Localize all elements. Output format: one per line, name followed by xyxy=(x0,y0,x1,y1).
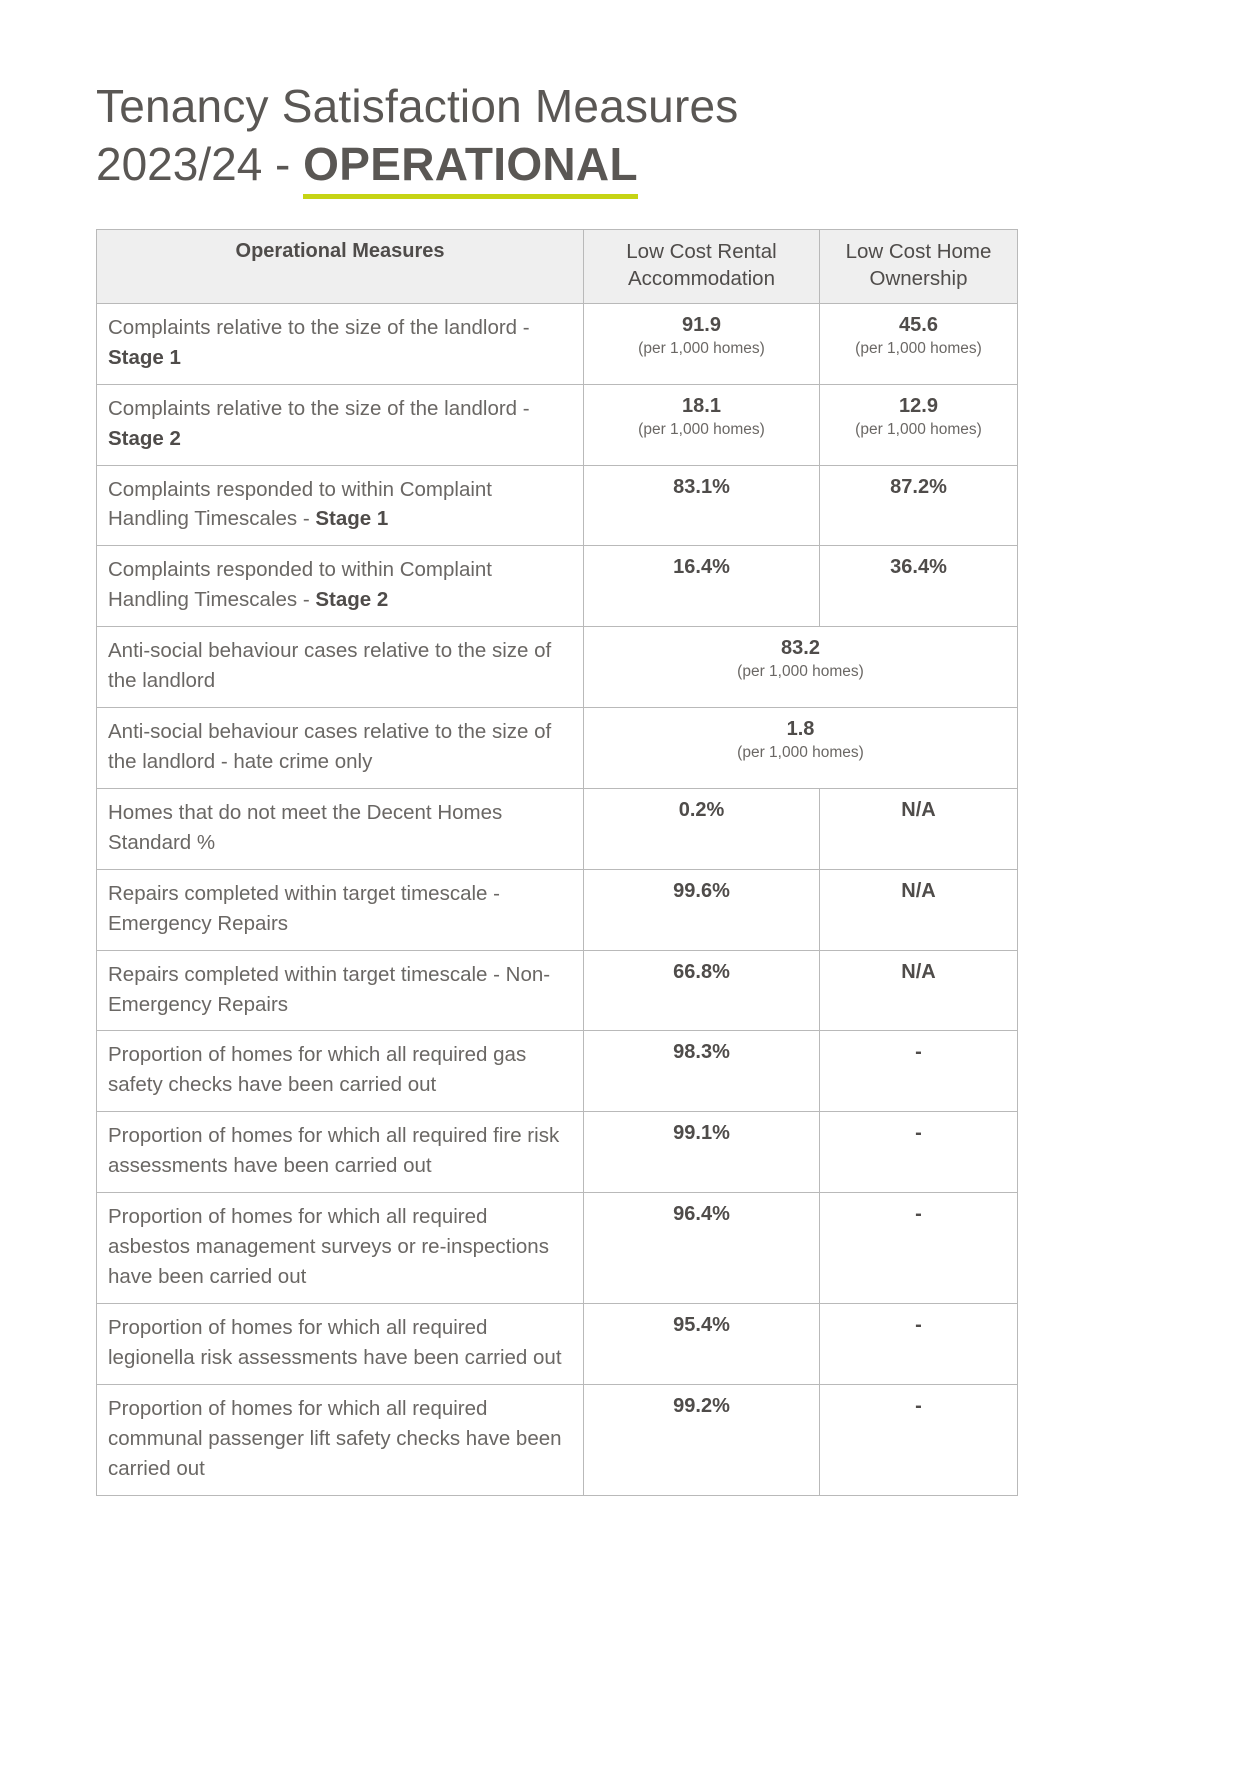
column-header-measure: Operational Measures xyxy=(97,230,584,303)
value-low-cost-home-ownership xyxy=(820,303,1018,384)
measure-label xyxy=(97,303,584,384)
table-header xyxy=(97,230,1018,303)
value-low-cost-rental-number: 99.6% xyxy=(673,879,730,902)
value-low-cost-home-ownership xyxy=(820,788,1018,869)
title-line-2 xyxy=(96,136,1154,199)
value-low-cost-home-ownership xyxy=(820,950,1018,1031)
measure-label xyxy=(97,1031,584,1112)
measure-label-text: Homes that do not meet the Decent Homes Standard % xyxy=(108,800,503,854)
table-row xyxy=(97,708,1018,789)
value-low-cost-home-ownership xyxy=(820,465,1018,546)
value-low-cost-rental-number: 98.3% xyxy=(673,1041,730,1064)
table-row xyxy=(97,1193,1018,1304)
value-low-cost-rental xyxy=(584,1303,820,1384)
value-low-cost-home-ownership-number: - xyxy=(915,1203,922,1226)
table-row xyxy=(97,869,1018,950)
measure-label xyxy=(97,869,584,950)
table-row xyxy=(97,627,1018,708)
column-header-low-cost-rental: Low Cost Rental Accommodation xyxy=(584,230,820,303)
measure-label-text: Proportion of homes for which all required fire risk assessments have been carried out xyxy=(108,1124,560,1178)
value-low-cost-home-ownership-number: - xyxy=(915,1313,922,1336)
measure-label xyxy=(97,627,584,708)
value-low-cost-home-ownership-number: N/A xyxy=(901,879,936,902)
value-low-cost-rental-unit: (per 1,000 homes) xyxy=(638,340,765,358)
value-low-cost-rental-number: 66.8% xyxy=(673,960,730,983)
value-low-cost-rental-number: 95.4% xyxy=(673,1313,730,1336)
table-row xyxy=(97,1384,1018,1495)
title-line-1: Tenancy Satisfaction Measures xyxy=(96,80,739,132)
value-low-cost-rental xyxy=(584,1384,820,1495)
table-row xyxy=(97,465,1018,546)
value-combined xyxy=(584,627,1018,708)
value-low-cost-home-ownership-number: 12.9 xyxy=(899,394,938,417)
measure-label-text: Complaints responded to within Complaint Handling Timescales - xyxy=(108,558,493,612)
table-row xyxy=(97,384,1018,465)
table-row xyxy=(97,950,1018,1031)
measure-label xyxy=(97,465,584,546)
value-low-cost-rental xyxy=(584,950,820,1031)
value-low-cost-home-ownership-number: 45.6 xyxy=(899,313,938,336)
table-row xyxy=(97,546,1018,627)
value-low-cost-rental xyxy=(584,465,820,546)
value-low-cost-rental xyxy=(584,788,820,869)
measure-label-text: Proportion of homes for which all required gas safety checks have been carried out xyxy=(108,1043,527,1097)
value-low-cost-home-ownership xyxy=(820,1031,1018,1112)
value-low-cost-home-ownership-number: - xyxy=(915,1041,922,1064)
measure-label-stage: Stage 2 xyxy=(315,588,389,612)
value-low-cost-home-ownership xyxy=(820,1384,1018,1495)
value-low-cost-home-ownership-unit: (per 1,000 homes) xyxy=(855,420,982,438)
value-combined-unit: (per 1,000 homes) xyxy=(737,663,864,681)
value-low-cost-home-ownership-number: N/A xyxy=(901,798,936,821)
value-low-cost-rental-number: 83.1% xyxy=(673,475,730,498)
value-low-cost-home-ownership-number: N/A xyxy=(901,960,936,983)
value-low-cost-home-ownership-number: 87.2% xyxy=(890,475,947,498)
measure-label-text: Repairs completed within target timescale - Emergency Repairs xyxy=(108,881,500,935)
value-low-cost-rental xyxy=(584,1112,820,1193)
value-low-cost-rental-number: 99.1% xyxy=(673,1122,730,1145)
measure-label-text: Proportion of homes for which all required communal passenger lift safety checks have been carried out xyxy=(108,1396,562,1480)
value-low-cost-home-ownership-number: 36.4% xyxy=(890,556,947,579)
value-low-cost-rental-number: 91.9 xyxy=(682,313,721,336)
page-title xyxy=(96,78,1154,199)
table-row xyxy=(97,1031,1018,1112)
measure-label xyxy=(97,708,584,789)
measure-label-text: Proportion of homes for which all required asbestos management surveys or re-inspections have been carried out xyxy=(108,1205,549,1288)
title-year-prefix: 2023/24 - xyxy=(96,138,304,191)
value-low-cost-home-ownership xyxy=(820,1303,1018,1384)
measure-label xyxy=(97,1112,584,1193)
measure-label xyxy=(97,1303,584,1384)
value-low-cost-rental-number: 96.4% xyxy=(673,1203,730,1226)
value-low-cost-rental xyxy=(584,869,820,950)
value-low-cost-rental-unit: (per 1,000 homes) xyxy=(638,420,765,438)
value-low-cost-rental xyxy=(584,1031,820,1112)
value-low-cost-rental-number: 99.2% xyxy=(673,1394,730,1417)
value-low-cost-home-ownership xyxy=(820,546,1018,627)
value-low-cost-rental xyxy=(584,546,820,627)
value-combined xyxy=(584,708,1018,789)
value-low-cost-rental-number: 18.1 xyxy=(682,394,721,417)
table-row xyxy=(97,303,1018,384)
value-low-cost-home-ownership-unit: (per 1,000 homes) xyxy=(855,340,982,358)
table-header-row xyxy=(97,230,1018,303)
measure-label xyxy=(97,950,584,1031)
measure-label-stage: Stage 1 xyxy=(108,345,181,369)
value-combined-unit: (per 1,000 homes) xyxy=(737,744,864,762)
measure-label xyxy=(97,788,584,869)
measure-label-text: Anti-social behaviour cases relative to the size of the landlord xyxy=(108,639,552,693)
operational-measures-table xyxy=(96,229,1018,1495)
measure-label xyxy=(97,1384,584,1495)
measure-label xyxy=(97,546,584,627)
value-low-cost-rental xyxy=(584,384,820,465)
table-body xyxy=(97,303,1018,1495)
value-low-cost-home-ownership-number: - xyxy=(915,1394,922,1417)
measure-label xyxy=(97,384,584,465)
title-emphasis-operational: OPERATIONAL xyxy=(303,140,638,199)
measure-label xyxy=(97,1193,584,1304)
column-header-low-cost-home-ownership: Low Cost Home Ownership xyxy=(820,230,1018,303)
measure-label-text: Proportion of homes for which all required legionella risk assessments have been carried out xyxy=(108,1315,562,1369)
table-row xyxy=(97,1303,1018,1384)
table-row xyxy=(97,1112,1018,1193)
measure-label-text: Complaints relative to the size of the landlord - xyxy=(108,315,530,339)
measure-label-text: Complaints relative to the size of the landlord - xyxy=(108,396,530,420)
value-low-cost-rental xyxy=(584,1193,820,1304)
value-low-cost-home-ownership xyxy=(820,1193,1018,1304)
measure-label-stage: Stage 1 xyxy=(315,507,389,531)
value-low-cost-home-ownership-number: - xyxy=(915,1122,922,1145)
value-low-cost-home-ownership xyxy=(820,869,1018,950)
value-low-cost-home-ownership xyxy=(820,384,1018,465)
value-combined-number: 1.8 xyxy=(786,718,815,741)
value-combined-number: 83.2 xyxy=(781,637,820,660)
value-low-cost-rental-number: 16.4% xyxy=(673,556,730,579)
value-low-cost-rental-number: 0.2% xyxy=(678,798,725,821)
measure-label-stage: Stage 2 xyxy=(108,426,181,450)
value-low-cost-rental xyxy=(584,303,820,384)
table-row xyxy=(97,788,1018,869)
measure-label-text: Complaints responded to within Complaint Handling Timescales - xyxy=(108,477,493,531)
measure-label-text: Repairs completed within target timescale - Non-Emergency Repairs xyxy=(108,962,551,1016)
value-low-cost-home-ownership xyxy=(820,1112,1018,1193)
measure-label-text: Anti-social behaviour cases relative to the size of the landlord - hate crime only xyxy=(108,720,552,774)
